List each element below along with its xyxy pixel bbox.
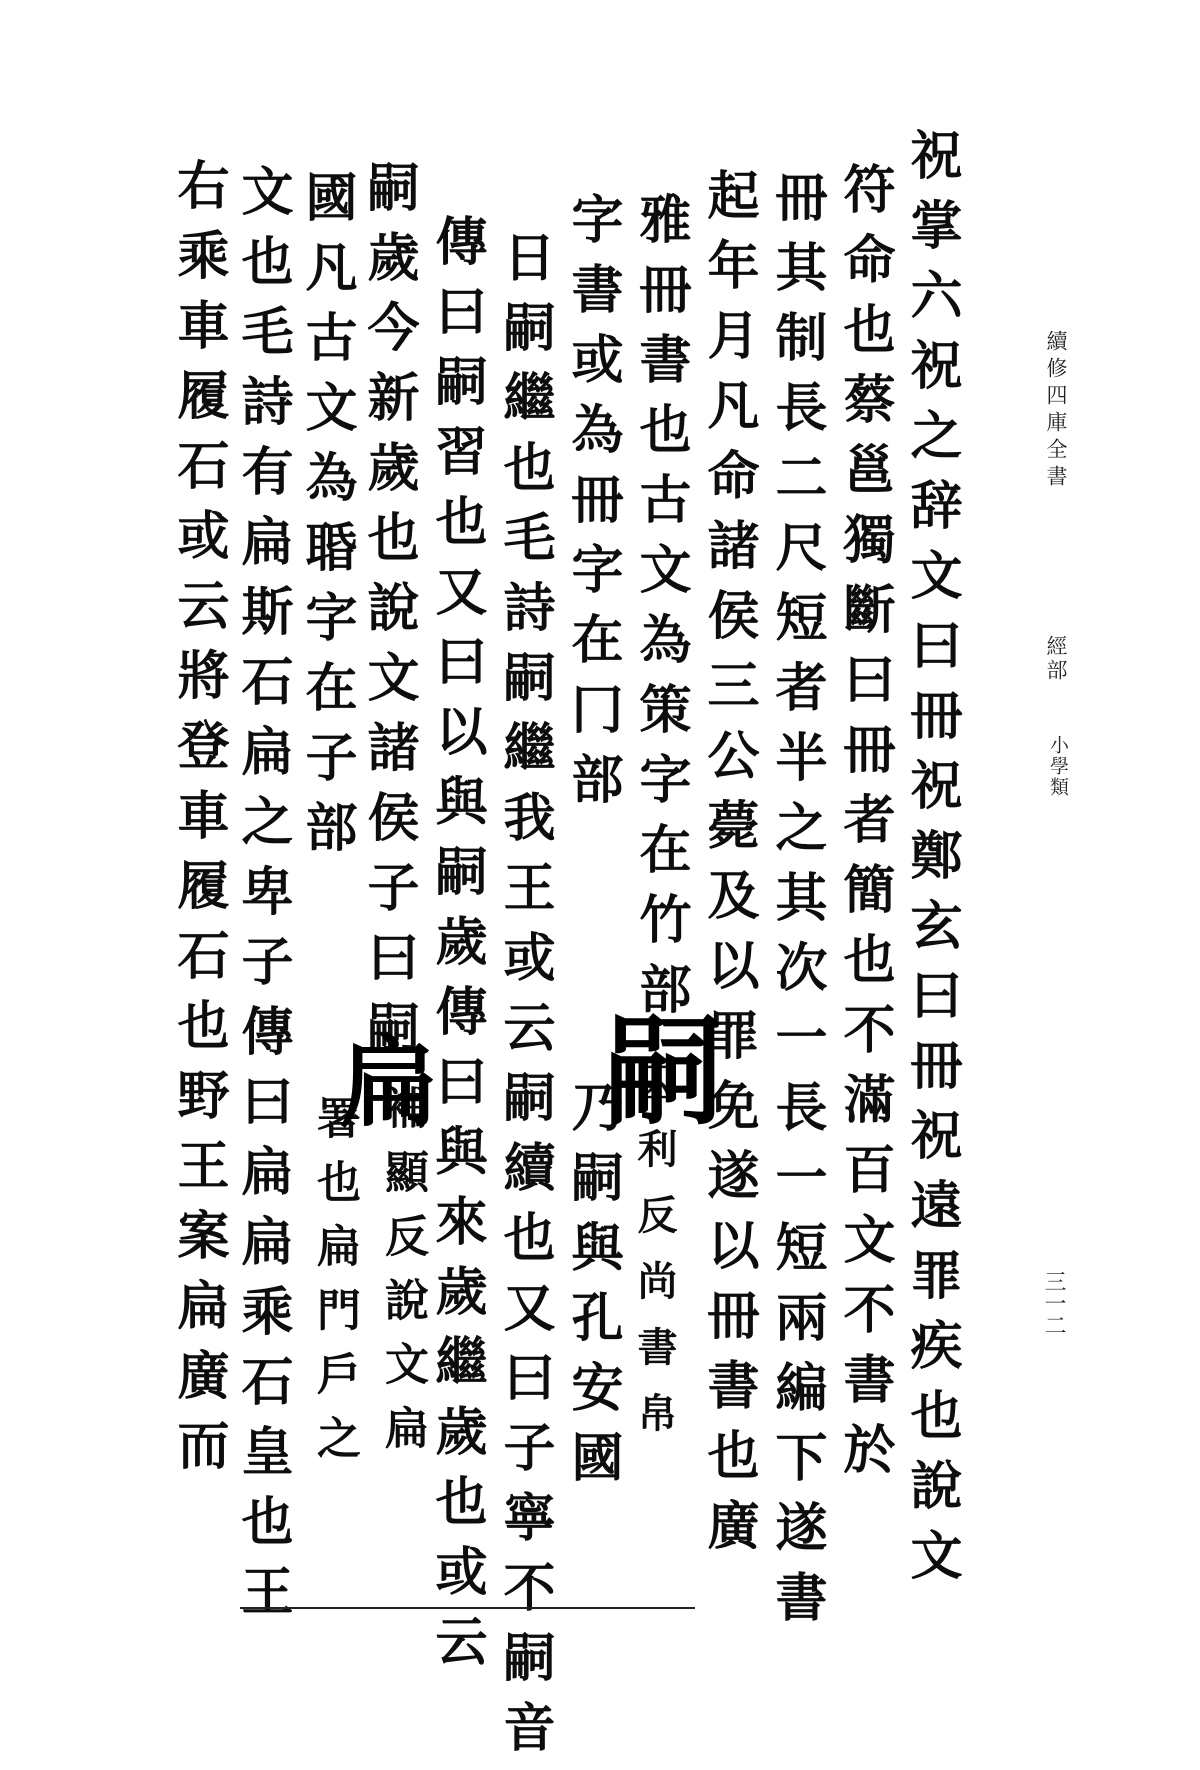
category-label: 小學類	[1047, 735, 1069, 798]
page-number: 三一二	[1041, 1270, 1066, 1336]
text-column-7: 日嗣繼也毛詩嗣繼我王或云嗣續也又曰子寧不嗣音	[494, 230, 555, 1770]
text-column-11: 文也毛詩有扁斯石扁之卑子傳曰扁扁乘石皇也王	[232, 164, 293, 1634]
text-column-6: 字書或為冊字在冂部	[562, 192, 623, 822]
headword-large-1: 嗣	[605, 1002, 724, 1141]
series-title: 續修四庫全書	[1044, 330, 1068, 492]
text-column-10b: 署也扁門戶之	[309, 1095, 360, 1479]
headword-2-fanqie: 補顯反說文扁	[377, 1085, 428, 1469]
text-column-6b: 乃嗣與孔安國	[562, 1080, 623, 1500]
text-column-12: 右乘車履石或云將登車履石也野王案扁廣而	[168, 158, 229, 1488]
text-column-2: 符命也蔡邕獨斷曰冊者簡也不滿百文不書於	[834, 162, 895, 1492]
bottom-rule	[240, 1607, 695, 1609]
text-column-8: 傳曰嗣習也又曰以與嗣歲傳曰與來歲繼歲也或云	[426, 214, 487, 1684]
text-column-4: 起年月凡命諸侯三公薨及以罪免遂以冊書也廣	[698, 168, 759, 1568]
text-column-3: 冊其制長二尺短者半之其次一長一短兩編下遂書	[766, 170, 827, 1640]
text-column-5: 雅冊書也古文為策字在竹部	[630, 192, 691, 1032]
headword-large-2: 扁	[340, 1026, 439, 1141]
headword-1-fanqie: 囚利反尚書帛	[631, 1062, 678, 1458]
text-column-10: 國凡古文為䎽字在子部	[296, 170, 357, 870]
section-label: 經部	[1044, 635, 1068, 683]
text-column-1: 祝掌六祝之辞文曰冊祝鄭玄曰冊祝遠罪疾也說文	[901, 128, 962, 1598]
text-column-9: 嗣歲今新歲也說文諸侯子曰嗣	[358, 160, 419, 1070]
